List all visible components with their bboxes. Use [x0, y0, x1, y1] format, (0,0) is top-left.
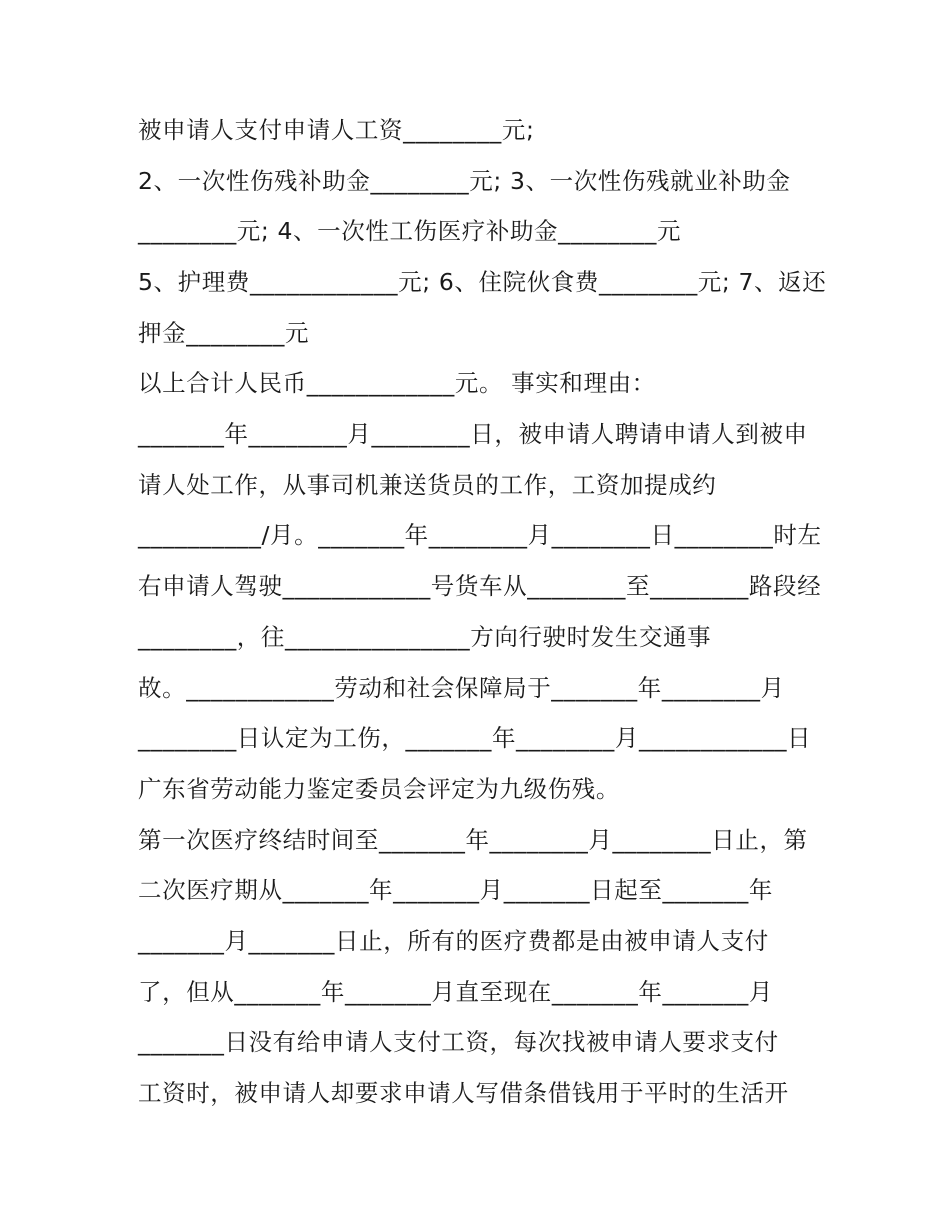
text-line: 5、护理费____________元; 6、住院伙食费________元; 7、返还	[138, 268, 827, 296]
text-line: 被申请人支付申请人工资________元;	[138, 116, 535, 144]
text-line: _______年________月________日，被申请人聘请申请人到被申	[138, 420, 808, 448]
text-line: 广东省劳动能力鉴定委员会评定为九级伤残。	[138, 775, 620, 803]
text-line: ________日认定为工伤，_______年________月____________日	[138, 724, 812, 752]
text-line: 押金________元	[138, 319, 310, 347]
text-line: _______日没有给申请人支付工资，每次找被申请人要求支付	[138, 1028, 779, 1056]
text-line: ________，往_______________方向行驶时发生交通事	[138, 623, 712, 651]
text-line: 以上合计人民币____________元。 事实和理由：	[138, 369, 656, 397]
text-line: 了，但从_______年_______月直至现在_______年_______月	[138, 978, 773, 1006]
text-line: 右申请人驾驶____________号货车从________至________路段经	[138, 572, 822, 600]
text-line: 二次医疗期从_______年_______月_______日起至_______年	[138, 876, 773, 904]
text-line: 请人处工作，从事司机兼送货员的工作，工资加提成约	[138, 471, 717, 499]
text-line: 2、一次性伤残补助金________元; 3、一次性伤残就业补助金	[138, 167, 791, 195]
text-line: 故。____________劳动和社会保障局于_______年________月	[138, 674, 785, 702]
text-line: _______月_______日止，所有的医疗费都是由被申请人支付	[138, 927, 769, 955]
text-line: __________/月。_______年________月________日________时左	[138, 521, 822, 549]
text-line: 工资时，被申请人却要求申请人写借条借钱用于平时的生活开	[138, 1079, 789, 1107]
text-line: ________元; 4、一次性工伤医疗补助金________元	[138, 217, 682, 245]
text-line: 第一次医疗终结时间至_______年________月________日止，第	[138, 826, 808, 854]
